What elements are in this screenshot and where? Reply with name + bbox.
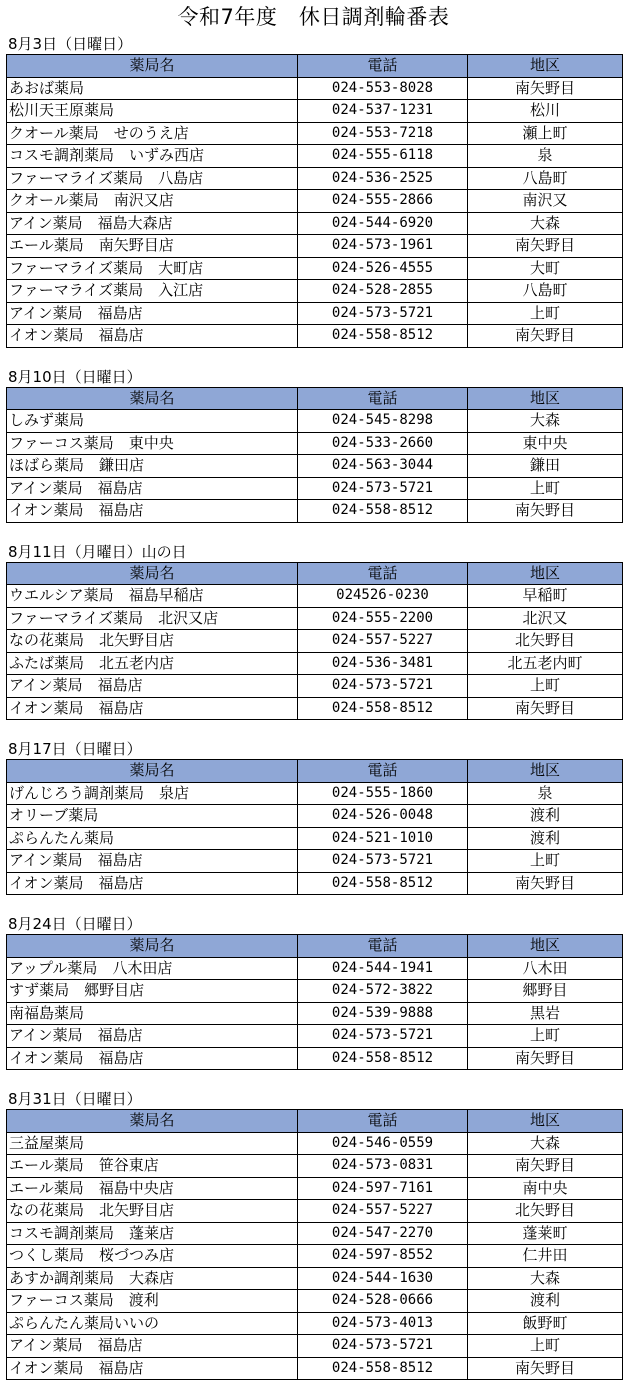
district: 南矢野目 (468, 1047, 623, 1070)
phone-number: 024-558-8512 (298, 872, 468, 895)
phone-number: 024-521-1010 (298, 827, 468, 850)
pharmacy-name: ファーコス薬局 渡利 (7, 1290, 298, 1313)
pharmacy-name: コスモ調剤薬局 蓬莱店 (7, 1222, 298, 1245)
district: 南沢又 (468, 190, 623, 213)
pharmacy-name: ウエルシア薬局 福島早稲店 (7, 585, 298, 608)
header-name: 薬局名 (7, 387, 298, 410)
district: 渡利 (468, 805, 623, 828)
phone-number: 024-573-5721 (298, 477, 468, 500)
pharmacy-name: ファーマライズ薬局 八島店 (7, 167, 298, 190)
pharmacy-name: イオン薬局 福島店 (7, 697, 298, 720)
pharmacy-table (6, 759, 623, 895)
table-header-row (7, 55, 623, 78)
pharmacy-name: イオン薬局 福島店 (7, 1357, 298, 1380)
district: 大森 (468, 1267, 623, 1290)
table-row (7, 607, 623, 630)
pharmacy-name: アイン薬局 福島店 (7, 1025, 298, 1048)
phone-number: 024-537-1231 (298, 100, 468, 123)
table-row (7, 455, 623, 478)
phone-number: 024-526-0048 (298, 805, 468, 828)
header-name: 薬局名 (7, 562, 298, 585)
table-row (7, 77, 623, 100)
district: 南矢野目 (468, 1357, 623, 1380)
table-row (7, 325, 623, 348)
header-tel: 電話 (298, 760, 468, 783)
district: 上町 (468, 477, 623, 500)
pharmacy-name: ぷらんたん薬局いいの (7, 1312, 298, 1335)
section-gap (0, 348, 627, 367)
phone-number: 024-555-1860 (298, 782, 468, 805)
district: 渡利 (468, 1290, 623, 1313)
table-row (7, 630, 623, 653)
sections-container (0, 34, 627, 1380)
pharmacy-name: イオン薬局 福島店 (7, 500, 298, 523)
table-row (7, 1155, 623, 1178)
table-row (7, 1290, 623, 1313)
table-row (7, 410, 623, 433)
phone-number: 024-539-9888 (298, 1002, 468, 1025)
phone-number: 024-526-4555 (298, 257, 468, 280)
pharmacy-name: エール薬局 笹谷東店 (7, 1155, 298, 1178)
phone-number: 024-573-0831 (298, 1155, 468, 1178)
phone-number: 024-555-2200 (298, 607, 468, 630)
pharmacy-name: すず薬局 郷野目店 (7, 980, 298, 1003)
district: 大森 (468, 1132, 623, 1155)
pharmacy-name: ふたば薬局 北五老内店 (7, 652, 298, 675)
phone-number: 024-555-6118 (298, 145, 468, 168)
header-tel: 電話 (298, 935, 468, 958)
table-row (7, 1177, 623, 1200)
pharmacy-name: ほばら薬局 鎌田店 (7, 455, 298, 478)
pharmacy-table (6, 562, 623, 721)
header-area: 地区 (468, 935, 623, 958)
pharmacy-name: ファーマライズ薬局 入江店 (7, 280, 298, 303)
pharmacy-name: コスモ調剤薬局 いずみ西店 (7, 145, 298, 168)
schedule-section (6, 542, 622, 721)
table-row (7, 212, 623, 235)
phone-number: 024-558-8512 (298, 697, 468, 720)
pharmacy-name: アイン薬局 福島店 (7, 1335, 298, 1358)
table-row (7, 190, 623, 213)
pharmacy-name: エール薬局 南矢野目店 (7, 235, 298, 258)
header-name: 薬局名 (7, 55, 298, 78)
header-area: 地区 (468, 55, 623, 78)
pharmacy-name: あすか調剤薬局 大森店 (7, 1267, 298, 1290)
pharmacy-name: ファーマライズ薬局 大町店 (7, 257, 298, 280)
schedule-section (6, 1089, 622, 1380)
pharmacy-name: アイン薬局 福島大森店 (7, 212, 298, 235)
table-row (7, 1222, 623, 1245)
section-date: 8月3日（日曜日） (8, 35, 133, 53)
district: 南矢野目 (468, 77, 623, 100)
district: 南矢野目 (468, 872, 623, 895)
phone-number: 024-544-1630 (298, 1267, 468, 1290)
district: 南矢野目 (468, 500, 623, 523)
pharmacy-name: 南福島薬局 (7, 1002, 298, 1025)
district: 北沢又 (468, 607, 623, 630)
district: 泉 (468, 145, 623, 168)
pharmacy-name: げんじろう調剤薬局 泉店 (7, 782, 298, 805)
table-row (7, 432, 623, 455)
phone-number: 024-558-8512 (298, 1047, 468, 1070)
header-tel: 電話 (298, 1110, 468, 1133)
table-row (7, 1245, 623, 1268)
table-header-row (7, 760, 623, 783)
table-row (7, 1312, 623, 1335)
table-row (7, 850, 623, 873)
pharmacy-name: 三益屋薬局 (7, 1132, 298, 1155)
pharmacy-name: アップル薬局 八木田店 (7, 957, 298, 980)
phone-number: 024-544-1941 (298, 957, 468, 980)
header-name: 薬局名 (7, 1110, 298, 1133)
table-row (7, 697, 623, 720)
section-date: 8月31日（日曜日） (8, 1090, 142, 1108)
phone-number: 024-536-3481 (298, 652, 468, 675)
pharmacy-name: なの花薬局 北矢野目店 (7, 1200, 298, 1223)
district: 八島町 (468, 280, 623, 303)
pharmacy-name: アイン薬局 福島店 (7, 850, 298, 873)
table-row (7, 1267, 623, 1290)
table-row (7, 675, 623, 698)
table-header-row (7, 1110, 623, 1133)
phone-number: 024-547-2270 (298, 1222, 468, 1245)
header-area: 地区 (468, 1110, 623, 1133)
phone-number: 024-553-8028 (298, 77, 468, 100)
district: 渡利 (468, 827, 623, 850)
district: 大森 (468, 410, 623, 433)
table-row (7, 782, 623, 805)
schedule-section (6, 34, 622, 348)
phone-number: 024-528-2855 (298, 280, 468, 303)
phone-number: 024-597-8552 (298, 1245, 468, 1268)
pharmacy-name: ファーマライズ薬局 北沢又店 (7, 607, 298, 630)
pharmacy-name: イオン薬局 福島店 (7, 872, 298, 895)
pharmacy-name: クオール薬局 南沢又店 (7, 190, 298, 213)
phone-number: 024-528-0666 (298, 1290, 468, 1313)
district: 北五老内町 (468, 652, 623, 675)
table-row (7, 652, 623, 675)
phone-number: 024-558-8512 (298, 1357, 468, 1380)
header-name: 薬局名 (7, 935, 298, 958)
phone-number: 024-573-5721 (298, 1025, 468, 1048)
page-title: 令和7年度 休日調剤輪番表 (177, 5, 450, 29)
district: 早稲町 (468, 585, 623, 608)
table-row (7, 1047, 623, 1070)
phone-number: 024-544-6920 (298, 212, 468, 235)
phone-number: 024-563-3044 (298, 455, 468, 478)
table-row (7, 1002, 623, 1025)
phone-number: 024-555-2866 (298, 190, 468, 213)
district: 上町 (468, 675, 623, 698)
phone-number: 024-558-8512 (298, 500, 468, 523)
table-row (7, 957, 623, 980)
phone-number: 024-536-2525 (298, 167, 468, 190)
district: 北矢野目 (468, 1200, 623, 1223)
section-date: 8月11日（月曜日）山の日 (8, 542, 187, 561)
district: 泉 (468, 782, 623, 805)
section-gap (0, 1070, 627, 1089)
phone-number: 024-573-5721 (298, 675, 468, 698)
pharmacy-name: 松川天王原薬局 (7, 100, 298, 123)
district: 南矢野目 (468, 325, 623, 348)
pharmacy-name: オリーブ薬局 (7, 805, 298, 828)
phone-number: 024-557-5227 (298, 630, 468, 653)
district: 瀬上町 (468, 122, 623, 145)
table-row (7, 145, 623, 168)
pharmacy-name: しみず薬局 (7, 410, 298, 433)
pharmacy-name: アイン薬局 福島店 (7, 302, 298, 325)
table-row (7, 1025, 623, 1048)
section-gap (0, 895, 627, 914)
table-row (7, 1357, 623, 1380)
district: 南矢野目 (468, 235, 623, 258)
pharmacy-name: つくし薬局 桜づつみ店 (7, 1245, 298, 1268)
table-row (7, 500, 623, 523)
table-row (7, 257, 623, 280)
district: 大町 (468, 257, 623, 280)
header-area: 地区 (468, 387, 623, 410)
district: 八木田 (468, 957, 623, 980)
district: 東中央 (468, 432, 623, 455)
district: 南矢野目 (468, 697, 623, 720)
header-name: 薬局名 (7, 760, 298, 783)
table-row (7, 280, 623, 303)
pharmacy-table (6, 934, 623, 1070)
table-row (7, 872, 623, 895)
table-row (7, 827, 623, 850)
district: 飯野町 (468, 1312, 623, 1335)
pharmacy-name: イオン薬局 福島店 (7, 325, 298, 348)
phone-number: 024-573-5721 (298, 302, 468, 325)
pharmacy-name: あおば薬局 (7, 77, 298, 100)
table-row (7, 477, 623, 500)
phone-number: 024-545-8298 (298, 410, 468, 433)
phone-number: 024-572-3822 (298, 980, 468, 1003)
phone-number: 024-573-4013 (298, 1312, 468, 1335)
table-row (7, 100, 623, 123)
table-row (7, 302, 623, 325)
table-row (7, 1335, 623, 1358)
district: 上町 (468, 1335, 623, 1358)
pharmacy-name: イオン薬局 福島店 (7, 1047, 298, 1070)
phone-number: 024-558-8512 (298, 325, 468, 348)
district: 北矢野目 (468, 630, 623, 653)
table-row (7, 167, 623, 190)
district: 松川 (468, 100, 623, 123)
district: 黒岩 (468, 1002, 623, 1025)
phone-number: 024526-0230 (298, 585, 468, 608)
district: 仁井田 (468, 1245, 623, 1268)
section-date: 8月24日（日曜日） (8, 915, 142, 933)
table-row (7, 235, 623, 258)
table-row (7, 1200, 623, 1223)
phone-number: 024-573-1961 (298, 235, 468, 258)
pharmacy-name: エール薬局 福島中央店 (7, 1177, 298, 1200)
pharmacy-table (6, 54, 623, 348)
table-row (7, 980, 623, 1003)
table-header-row (7, 562, 623, 585)
header-area: 地区 (468, 562, 623, 585)
section-gap (0, 523, 627, 542)
table-row (7, 805, 623, 828)
table-row (7, 585, 623, 608)
schedule-section (6, 367, 622, 523)
table-row (7, 122, 623, 145)
schedule-section (6, 914, 622, 1070)
schedule-section (6, 739, 622, 895)
pharmacy-table (6, 387, 623, 523)
pharmacy-name: ぷらんたん薬局 (7, 827, 298, 850)
district: 大森 (468, 212, 623, 235)
phone-number: 024-573-5721 (298, 1335, 468, 1358)
pharmacy-name: なの花薬局 北矢野目店 (7, 630, 298, 653)
district: 八島町 (468, 167, 623, 190)
header-tel: 電話 (298, 387, 468, 410)
phone-number: 024-553-7218 (298, 122, 468, 145)
pharmacy-table (6, 1109, 623, 1380)
district: 郷野目 (468, 980, 623, 1003)
pharmacy-name: ファーコス薬局 東中央 (7, 432, 298, 455)
district: 鎌田 (468, 455, 623, 478)
header-tel: 電話 (298, 55, 468, 78)
phone-number: 024-546-0559 (298, 1132, 468, 1155)
section-date: 8月17日（日曜日） (8, 740, 142, 758)
pharmacy-name: アイン薬局 福島店 (7, 675, 298, 698)
phone-number: 024-597-7161 (298, 1177, 468, 1200)
district: 南中央 (468, 1177, 623, 1200)
pharmacy-name: クオール薬局 せのうえ店 (7, 122, 298, 145)
district: 南矢野目 (468, 1155, 623, 1178)
table-header-row (7, 387, 623, 410)
district: 上町 (468, 1025, 623, 1048)
phone-number: 024-557-5227 (298, 1200, 468, 1223)
section-date: 8月10日（日曜日） (8, 367, 142, 386)
phone-number: 024-573-5721 (298, 850, 468, 873)
phone-number: 024-533-2660 (298, 432, 468, 455)
table-header-row (7, 935, 623, 958)
table-row (7, 1132, 623, 1155)
header-area: 地区 (468, 760, 623, 783)
district: 上町 (468, 850, 623, 873)
pharmacy-name: アイン薬局 福島店 (7, 477, 298, 500)
header-tel: 電話 (298, 562, 468, 585)
section-gap (0, 720, 627, 739)
district: 蓬莱町 (468, 1222, 623, 1245)
district: 上町 (468, 302, 623, 325)
